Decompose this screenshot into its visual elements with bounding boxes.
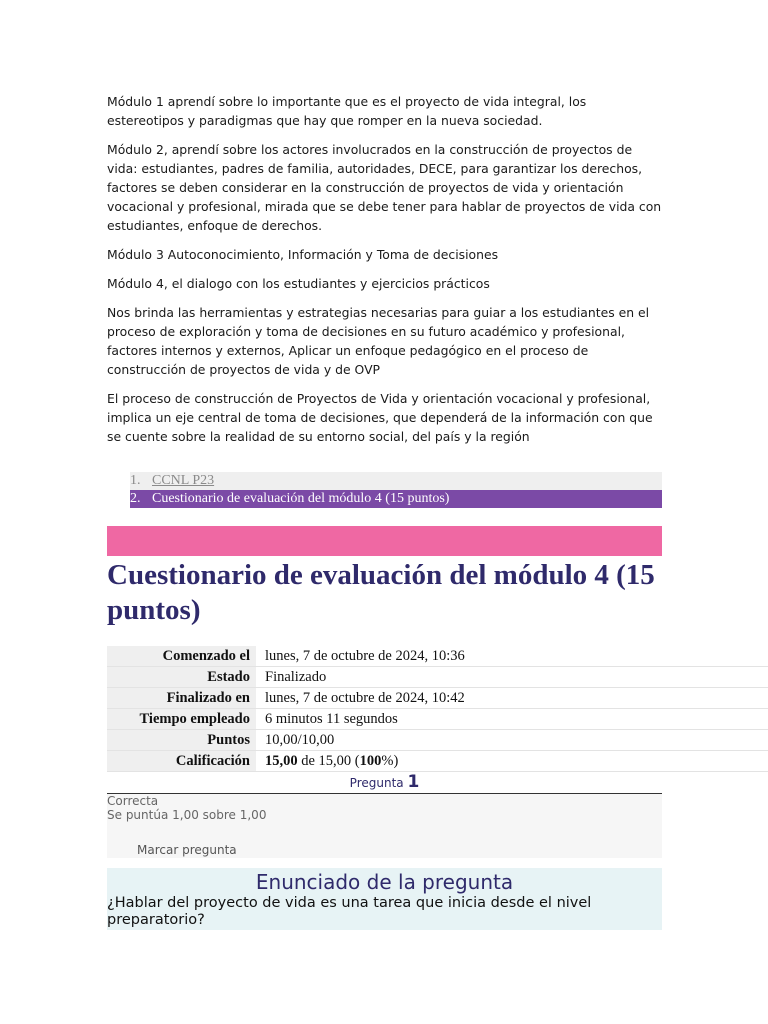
- paragraph-modulo-1: Módulo 1 aprendí sobre lo importante que es el proyecto de vida integral, los estereotipos y paradigmas que hay que romper en la nueva sociedad.: [107, 94, 587, 128]
- summary-label: Tiempo empleado: [107, 709, 256, 730]
- summary-label: Puntos: [107, 730, 256, 751]
- question-heading: Enunciado de la pregunta: [255, 870, 514, 894]
- summary-label: Finalizado en: [107, 688, 256, 709]
- flag-question-link[interactable]: Marcar pregunta: [137, 843, 237, 857]
- summary-value: Finalizado: [256, 667, 768, 688]
- paragraph-herramientas: Nos brinda las herramientas y estrategias necesarias para guiar a los estudiantes en el proceso de exploración y toma de decisiones en su futuro académico y profesional, factores internos y externos, Aplicar un enfoque pedagógico en el proceso de construcción de proyectos de vida y de OVP: [107, 305, 650, 377]
- summary-label: Estado: [107, 667, 256, 688]
- header-banner: [107, 526, 662, 556]
- question-info: [107, 794, 662, 858]
- question-header: [107, 772, 662, 794]
- summary-label: Comenzado el: [107, 646, 256, 667]
- summary-value: 6 minutos 11 segundos: [256, 709, 768, 730]
- breadcrumb-item-quiz[interactable]: [130, 490, 662, 508]
- summary-row-time: [107, 709, 768, 730]
- grade-of: de 15,00 (: [297, 752, 360, 769]
- paragraph-modulo-4: Módulo 4, el dialogo con los estudiantes y ejercicios prácticos: [107, 276, 490, 291]
- summary-row-grade: [107, 751, 768, 772]
- summary-label: Calificación: [107, 751, 256, 772]
- grade-suffix: %): [381, 752, 399, 769]
- breadcrumb-link-course[interactable]: CCNL P23: [152, 473, 215, 488]
- breadcrumb: [130, 472, 662, 508]
- page-title: Cuestionario de evaluación del módulo 4 (15 puntos): [107, 559, 655, 626]
- summary-value: [256, 751, 768, 772]
- breadcrumb-item-course[interactable]: [130, 472, 662, 490]
- grade-value: 15,00: [265, 752, 298, 769]
- summary-value: lunes, 7 de octubre de 2024, 10:36: [256, 646, 768, 667]
- paragraph-modulo-2: Módulo 2, aprendí sobre los actores involucrados en la construcción de proyectos de vida: estudiantes, padres de familia, autoridades, DECE, para garantizar los derechos, factores se deben considerar en la construcción de proyectos de vida y orientación vocacional y profesional, mirada que se debe tener para hablar de proyectos de vida con estudiantes, enfoque de derechos.: [107, 142, 662, 233]
- question-number: 1: [407, 772, 420, 792]
- summary-row-finished: [107, 688, 768, 709]
- question-text: ¿Hablar del proyecto de vida es una tarea que inicia desde el nivel preparatorio?: [107, 895, 592, 928]
- breadcrumb-number: 1.: [130, 473, 141, 488]
- question-statement: [107, 868, 662, 930]
- summary-row-started: [107, 646, 768, 667]
- summary-value: 10,00/10,00: [256, 730, 768, 751]
- attempt-summary-table: [107, 646, 768, 772]
- document-text: [107, 92, 663, 456]
- paragraph-modulo-3: Módulo 3 Autoconocimiento, Información y Toma de decisiones: [107, 247, 499, 262]
- summary-value: lunes, 7 de octubre de 2024, 10:42: [256, 688, 768, 709]
- question-status: Correcta: [107, 794, 159, 808]
- question-score: Se puntúa 1,00 sobre 1,00: [107, 808, 267, 822]
- grade-percent: 100: [359, 752, 382, 769]
- question-label: Pregunta: [349, 776, 404, 790]
- breadcrumb-label-quiz[interactable]: Cuestionario de evaluación del módulo 4 (15 puntos): [152, 491, 450, 506]
- summary-row-state: [107, 667, 768, 688]
- breadcrumb-number: 2.: [130, 491, 141, 506]
- paragraph-proceso: El proceso de construcción de Proyectos de Vida y orientación vocacional y profesional, implica un eje central de toma de decisiones, que dependerá de la información con que se cuente sobre la realidad de su entorno social, del país y la región: [107, 391, 653, 444]
- summary-row-points: [107, 730, 768, 751]
